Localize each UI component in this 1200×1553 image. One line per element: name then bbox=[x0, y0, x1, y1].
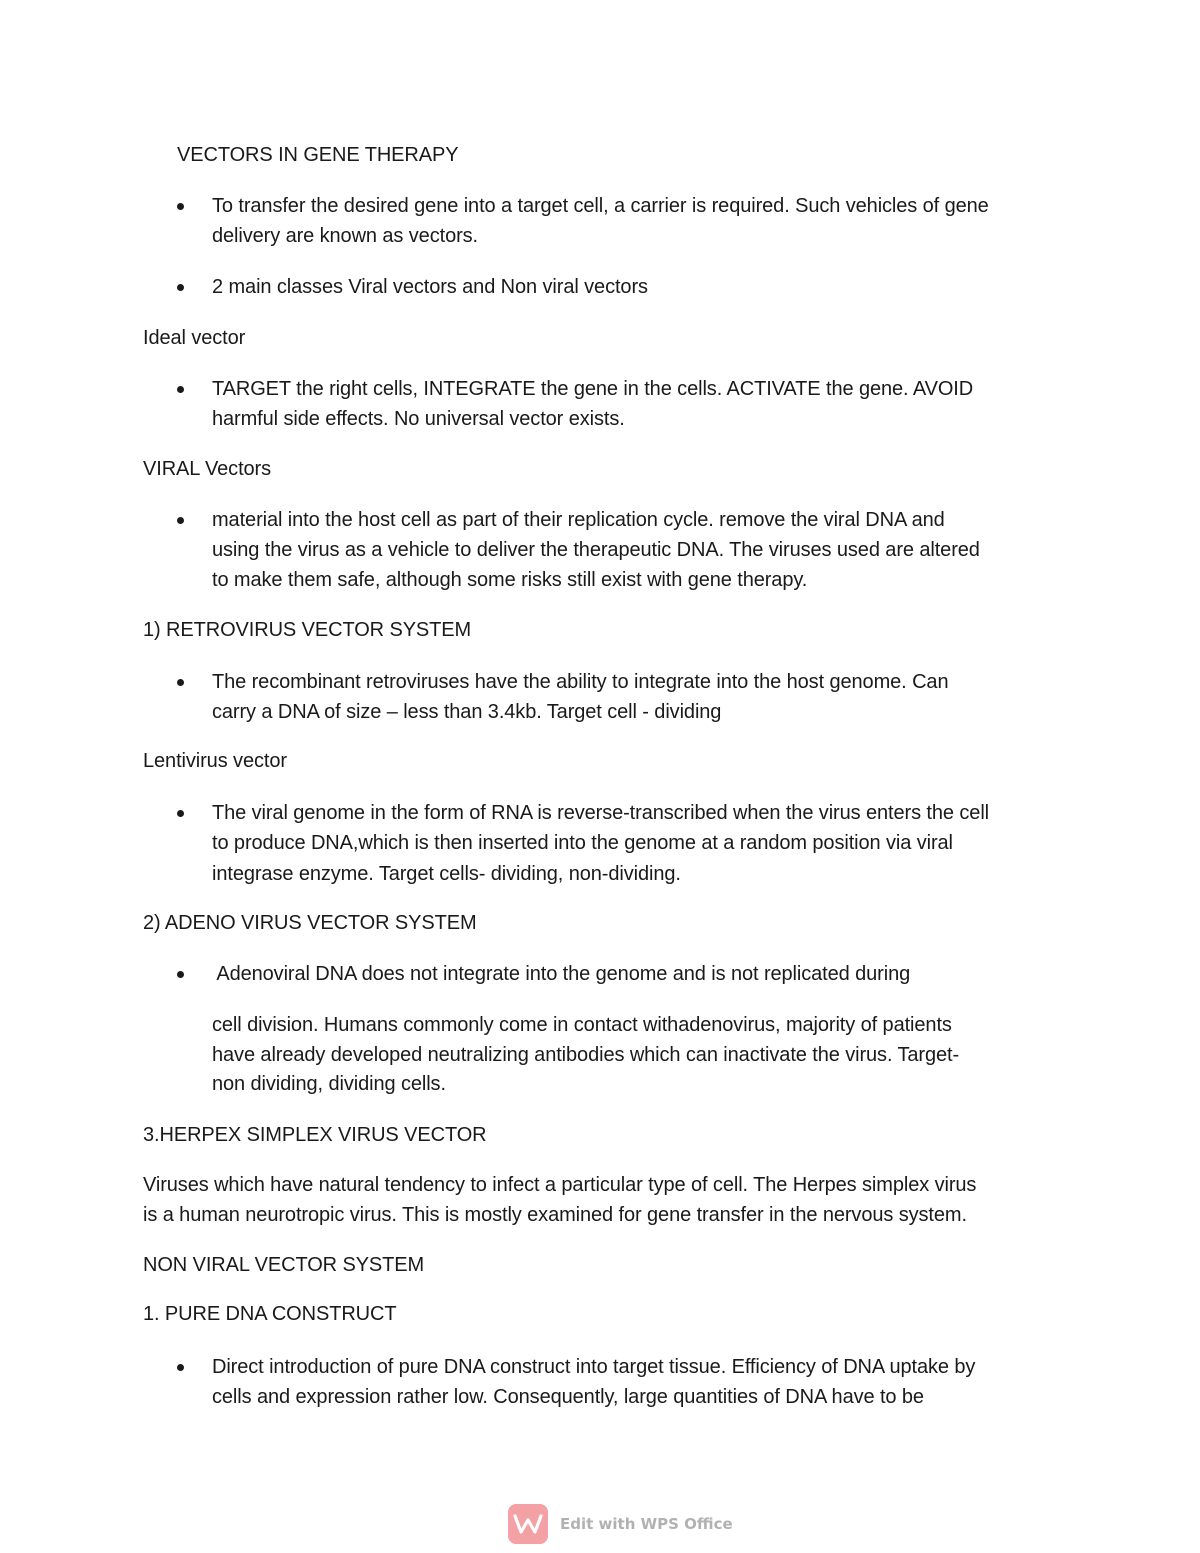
adeno-continuation-line-2: have already developed neutralizing antibodies which can inactivate the virus. Target- bbox=[212, 1044, 960, 1066]
viral-bullet-line-3: to make them safe, although some risks still exist with gene therapy. bbox=[212, 569, 808, 591]
wps-office-logo-icon bbox=[508, 1504, 548, 1544]
adeno-bullet: Adenoviral DNA does not integrate into the genome and is not replicated during bbox=[212, 963, 911, 985]
viral-bullet-line-1: material into the host cell as part of their replication cycle. remove the viral DNA and bbox=[212, 509, 945, 531]
intro-bullet-1-line-2: delivery are known as vectors. bbox=[212, 225, 479, 247]
intro-bullet-1-line-1: To transfer the desired gene into a target cell, a carrier is required. Such vehicles of gene bbox=[212, 195, 989, 217]
lentivirus-bullet-line-3: integrase enzyme. Target cells- dividing, non-dividing. bbox=[212, 863, 681, 885]
adeno-continuation-line-1: cell division. Humans commonly come in contact withadenovirus, majority of patients bbox=[212, 1014, 952, 1036]
bullet-icon bbox=[177, 1364, 184, 1371]
wps-watermark[interactable] bbox=[508, 1502, 733, 1546]
lentivirus-bullet-line-2: to produce DNA,which is then inserted into the genome at a random position via viral bbox=[212, 832, 953, 854]
retrovirus-bullet-line-2: carry a DNA of size – less than 3.4kb. Target cell - dividing bbox=[212, 701, 722, 723]
pure-dna-heading: 1. PURE DNA CONSTRUCT bbox=[143, 1303, 397, 1325]
bullet-icon bbox=[177, 284, 184, 291]
lentivirus-bullet-line-1: The viral genome in the form of RNA is reverse-transcribed when the virus enters the cell bbox=[212, 802, 989, 824]
pure-dna-bullet-line-1: Direct introduction of pure DNA construct into target tissue. Efficiency of DNA uptake by bbox=[212, 1356, 976, 1378]
herpes-paragraph-line-1: Viruses which have natural tendency to infect a particular type of cell. The Herpes simplex virus bbox=[143, 1174, 977, 1196]
bullet-icon bbox=[177, 517, 184, 524]
lentivirus-heading: Lentivirus vector bbox=[143, 750, 287, 772]
ideal-vector-bullet-line-2: harmful side effects. No universal vector exists. bbox=[212, 408, 625, 430]
pure-dna-bullet-line-2: cells and expression rather low. Consequently, large quantities of DNA have to be bbox=[212, 1386, 924, 1408]
herpes-heading: 3.HERPEX SIMPLEX VIRUS VECTOR bbox=[143, 1124, 487, 1146]
bullet-icon bbox=[177, 971, 184, 978]
non-viral-heading: NON VIRAL VECTOR SYSTEM bbox=[143, 1254, 425, 1276]
adeno-continuation-line-3: non dividing, dividing cells. bbox=[212, 1073, 446, 1095]
ideal-vector-heading: Ideal vector bbox=[143, 327, 246, 349]
viral-bullet-line-2: using the virus as a vehicle to deliver the therapeutic DNA. The viruses used are altered bbox=[212, 539, 980, 561]
bullet-icon bbox=[177, 386, 184, 393]
ideal-vector-bullet-line-1: TARGET the right cells, INTEGRATE the gene in the cells. ACTIVATE the gene. AVOID bbox=[212, 378, 974, 400]
retrovirus-bullet-line-1: The recombinant retroviruses have the ability to integrate into the host genome. Can bbox=[212, 671, 949, 693]
bullet-icon bbox=[177, 203, 184, 210]
adeno-heading: 2) ADENO VIRUS VECTOR SYSTEM bbox=[143, 912, 477, 934]
document-title: VECTORS IN GENE THERAPY bbox=[177, 144, 459, 166]
bullet-icon bbox=[177, 810, 184, 817]
wps-edit-label: Edit with WPS Office bbox=[560, 1515, 733, 1533]
retrovirus-heading: 1) RETROVIRUS VECTOR SYSTEM bbox=[143, 619, 472, 641]
bullet-icon bbox=[177, 679, 184, 686]
viral-vectors-heading: VIRAL Vectors bbox=[143, 458, 272, 480]
intro-bullet-2: 2 main classes Viral vectors and Non viral vectors bbox=[212, 276, 648, 298]
herpes-paragraph-line-2: is a human neurotropic virus. This is mostly examined for gene transfer in the nervous system. bbox=[143, 1204, 967, 1226]
